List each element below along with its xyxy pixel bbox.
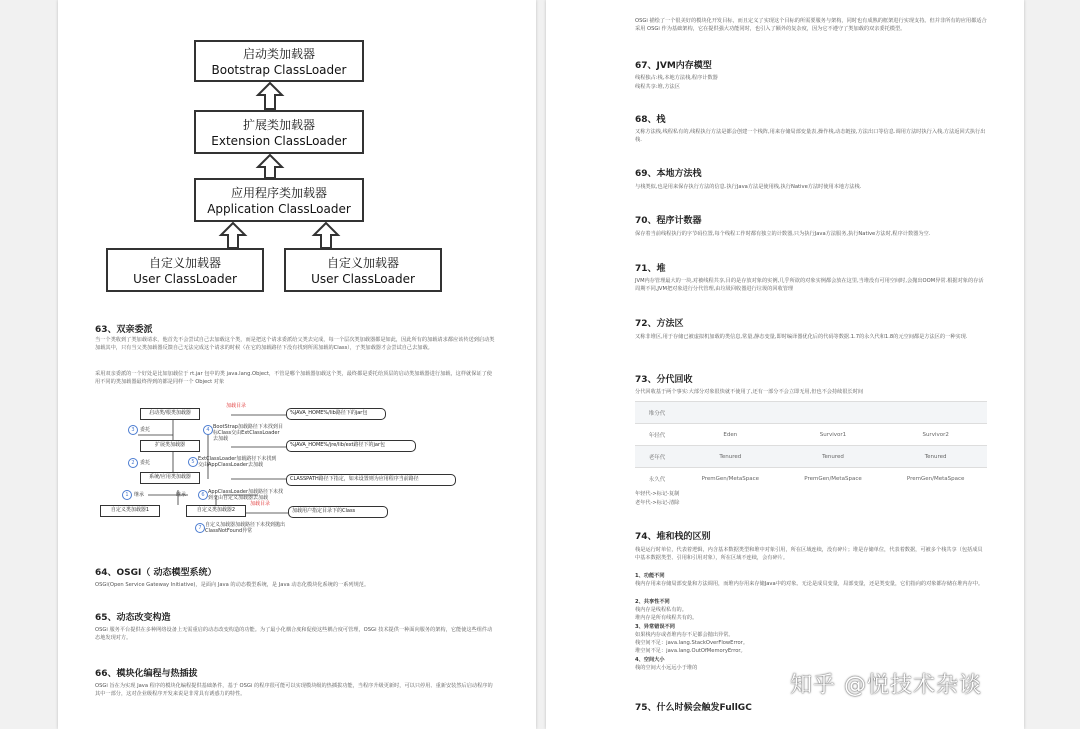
- step-3-badge: 3: [128, 425, 138, 435]
- path-app-node: CLASSPATH路径下指定，如未设置则为应用程序当前路径: [286, 474, 456, 486]
- section-74-s4: 4、空间大小: [635, 657, 665, 663]
- generational-gc-table: [635, 401, 987, 489]
- table-cell: 老年代: [635, 446, 679, 468]
- section-74-title: 74、堆和栈的区别: [635, 532, 711, 542]
- delegate-label-1: 委托: [140, 427, 151, 433]
- section-74-s2a: 栈内存是线程私有的。: [635, 607, 687, 613]
- section-71-p1: JVM内存管理最大的一块,对被线程共享,目的是存放对象的实例,几乎所欲的对象实例都会放在这里,当堆没有可用空间时,会抛出OOM异常.根据对象的存活周期不同,JVM把对象进行分代管理,由垃圾回收器进行垃圾的回收管理: [635, 278, 984, 292]
- user2-en: User ClassLoader: [311, 272, 415, 286]
- section-74-s3c: 堆空间不足：java.lang.OutOfMemoryError。: [635, 648, 746, 654]
- table-cell: Tenured: [679, 446, 782, 468]
- extension-en: Extension ClassLoader: [211, 134, 347, 148]
- section-74-s1-text: 栈内存用来存储局部变量和方法调用，而堆内存用来存储Java中的对象。无论是成员变量，局部变量，还是类变量，它们指向的对象都存储在堆内存中。: [635, 581, 984, 587]
- table-header-cell: [884, 402, 987, 424]
- step-2-badge: 2: [128, 458, 138, 468]
- step-6-badge: 6: [198, 490, 208, 500]
- left-page: [58, 0, 536, 729]
- application-classloader-box: [194, 178, 364, 222]
- load-dir-label-1: 加载目录: [226, 403, 247, 409]
- section-63-title: 63、双亲委派: [95, 325, 153, 335]
- table-cell: Eden: [679, 424, 782, 446]
- user-classloader-box-2: [284, 248, 442, 292]
- section-74-s2b: 堆内存是所有线程共有的。: [635, 615, 698, 621]
- step-7-badge: 7: [195, 523, 205, 533]
- table-row: [635, 446, 987, 468]
- section-68-title: 68、栈: [635, 115, 666, 125]
- table-cell: PremGen/MetaSpace: [884, 468, 987, 490]
- section-72-p1: 又称非堆区,用于存储已被虚拟机加载的类信息,常量,静态变量,即时编译器优化后的代码等数据.1.7的永久代和1.8的元空间都是方法区的一种实现.: [635, 334, 968, 340]
- section-72-title: 72、方法区: [635, 319, 684, 329]
- table-cell: Survivor2: [884, 424, 987, 446]
- table-cell: PremGen/MetaSpace: [782, 468, 885, 490]
- user1-cn: 自定义加载器: [148, 256, 221, 270]
- extension-classloader-box: [194, 110, 364, 154]
- zhihu-watermark: 知乎 @悦技术杂谈: [790, 673, 982, 698]
- user2-cn: 自定义加载器: [326, 256, 399, 270]
- section-73-p1: 分代回收基于两个事实:大部分对象很快就不使用了,还有一部分不会立即无用,但也不会持续很长时间: [635, 389, 864, 395]
- section-68-p1: 又称方法栈,线程私有的,线程执行方法是都会创建一个栈阵,用来存储局部变量表,操作栈,动态链接,方法出口等信息.调用方法时执行入栈,方法返回式执行出栈.: [635, 129, 986, 143]
- table-cell: Tenured: [782, 446, 885, 468]
- section-67-line1: 线程独占:栈,本地方法栈,程序计数器: [635, 75, 718, 81]
- section-70-title: 70、程序计数器: [635, 216, 702, 226]
- section-74-s2: 2、共享性不同: [635, 599, 670, 605]
- section-63-p2: 采用双亲委派的一个好处是比如加载位于 rt.jar 包中的类 java.lang.Object，不管是哪个加载器加载这个类，最终都是委托给顶层的启动类加载器进行加载，这样就保证了使用不同的类加载器最终得到的都是同样一个 Object 对象: [95, 371, 492, 385]
- section-66-title: 66、模块化编程与热插拔: [95, 669, 198, 679]
- step-1-badge: 1: [122, 490, 132, 500]
- section-67-line2: 线程共享:堆,方法区: [635, 84, 680, 90]
- section-74-p1: 栈是运行时单位，代表着逻辑，内含基本数据类型和堆中对象引用，所在区域连续，没有碎片；堆是存储单位，代表着数据，可被多个栈共享（包括成员中基本数据类型、引用和引用对象），所在区域不连续，会有碎片。: [635, 547, 983, 561]
- inherit-label-2: 继承: [176, 492, 187, 498]
- annotation-7: 自定义加载器加载路径下未找到抛出ClassNotFound异常: [205, 522, 286, 534]
- custom-loader-1-node: 自定义类加载器1: [100, 505, 160, 517]
- app-loader-node: 系统/应用类加载器: [140, 472, 200, 484]
- bootstrap-loader-node: 启动类/根类加载器: [140, 408, 200, 420]
- section-74-s3a: 如果栈内存或者堆内存不足都会抛出异常。: [635, 632, 734, 638]
- path-custom-node: 加载用户指定目录下的Class: [288, 506, 388, 518]
- table-header-cell: 堆分代: [635, 402, 679, 424]
- table-header-cell: [782, 402, 885, 424]
- application-cn: 应用程序类加载器: [230, 186, 327, 200]
- application-en: Application ClassLoader: [207, 202, 351, 216]
- table-cell: 年轻代: [635, 424, 679, 446]
- section-66-p1: OSGi 旨在为实现 Java 程序的模块化编程提供基础条件，基于 OSGi 的程序很可能可以实现模块级的热插拔功能，当程序升级更新时，可以只停用、重新安装然后启动程序的其中一部分，这对企业级程序开发来说是非常具有诱惑力的特性。: [95, 683, 493, 697]
- user1-en: User ClassLoader: [133, 272, 237, 286]
- section-70-p1: 保存着当前线程执行的字节码位置,每个线程工作时都有独立的计数器,只为执行Java方法服务,执行Native方法时,程序计数器为空.: [635, 231, 931, 237]
- section-73-note2: 老年代->标记-清除: [635, 500, 680, 506]
- section-69-p1: 与栈类似,也是用来保存执行方法的信息.执行Java方法是使用栈,执行Native方法时使用本地方法栈.: [635, 184, 862, 190]
- table-header-row: [635, 402, 987, 424]
- table-cell: Survivor1: [782, 424, 885, 446]
- bootstrap-classloader-box: [194, 40, 364, 82]
- section-67-title: 67、JVM内存模型: [635, 61, 712, 71]
- annotation-6: AppClassLoader加载路径下未找到交由自定义加载器去加载: [208, 489, 284, 501]
- step-5-badge: 5: [188, 457, 198, 467]
- table-row: [635, 468, 987, 490]
- section-69-title: 69、本地方法栈: [635, 169, 702, 179]
- section-75-title: 75、什么时候会触发FullGC: [635, 703, 752, 713]
- bootstrap-cn: 启动类加载器: [242, 47, 315, 61]
- step-4-badge: 4: [203, 425, 213, 435]
- custom-loader-2-node: 自定义类加载器2: [186, 505, 246, 517]
- section-71-title: 71、堆: [635, 264, 666, 274]
- section-74-s1: 1、功能不同: [635, 573, 665, 579]
- path-ext-node: %JAVA_HOME%/jre/lib/ext路径下的jar包: [286, 440, 416, 452]
- section-74-s3b: 栈空间不足：java.lang.StackOverFlowError。: [635, 640, 749, 646]
- section-65-title: 65、动态改变构造: [95, 613, 171, 623]
- right-page: [546, 0, 1024, 729]
- section-64-p1: OSGi(Open Service Gateway Initiative)，是面向 Java 的动态模型系统，是 Java 动态化模块化系统的一系列规范。: [95, 582, 370, 588]
- annotation-5: ExtClassLoader加载路径下未找到交由AppClassLoader去加载: [198, 456, 277, 468]
- table-cell: Tenured: [884, 446, 987, 468]
- inherit-label-1: 继承: [134, 492, 145, 498]
- table-header-cell: [679, 402, 782, 424]
- section-63-p1: 当一个类收到了类加载请求，他首先不会尝试自己去加载这个类，而是把这个请求委派给父类去完成，每一个层次类加载器都是如此，因此所有的加载请求都应该传送到启动类加载其中，只有当父类加载器反馈自己无法完成这个请求的时候（在它的加载路径下没有找到所需加载的Class），子类加载器才会尝试自己去加载。: [95, 337, 495, 351]
- delegate-label-2: 委托: [140, 460, 151, 466]
- path-bootstrap-node: %JAVA_HOME%/lib路径下的jar包: [286, 408, 386, 420]
- section-73-note1: 年轻代->标记-复制: [635, 491, 680, 497]
- section-64-title: 64、OSGI（ 动态模型系统）: [95, 568, 217, 578]
- bootstrap-en: Bootstrap ClassLoader: [211, 63, 347, 77]
- section-74-s4a: 栈的空间大小远远小于堆的: [635, 665, 698, 671]
- user-classloader-box-1: [106, 248, 264, 292]
- ext-loader-node: 扩展类加载器: [140, 440, 200, 452]
- table-cell: 永久代: [635, 468, 679, 490]
- section-73-title: 73、分代回收: [635, 375, 693, 385]
- annotation-4: BootStrap加载路径下未找到目标Class交由ExtClassLoader去加载: [213, 424, 283, 442]
- section-74-s3: 3、异常错误不同: [635, 624, 675, 630]
- load-dir-label-2: 加载目录: [250, 501, 271, 507]
- extension-cn: 扩展类加载器: [242, 118, 315, 132]
- table-row: [635, 424, 987, 446]
- osgi-intro-text: OSGi 描绘了一个很美好的模块化开发目标，而且定义了实现这个目标的所需要服务与架构，同时也有成熟的框架进行实现支持。但并非所有的应用都适合采用 OSGi 作为基础架构，它在提供强大功能同时，也引入了额外的复杂度，因为它不遵守了类加载的双亲委托模型。: [635, 18, 987, 32]
- section-65-p1: OSGi 服务平台提供在多种网络设备上无需重启的动态改变构造的功能。为了最小化耦合度和促使这些耦合度可管理，OSGi 技术提供一种面向服务的架构，它能使这些组件动态地发现对方。: [95, 627, 493, 641]
- table-cell: PremGen/MetaSpace: [679, 468, 782, 490]
